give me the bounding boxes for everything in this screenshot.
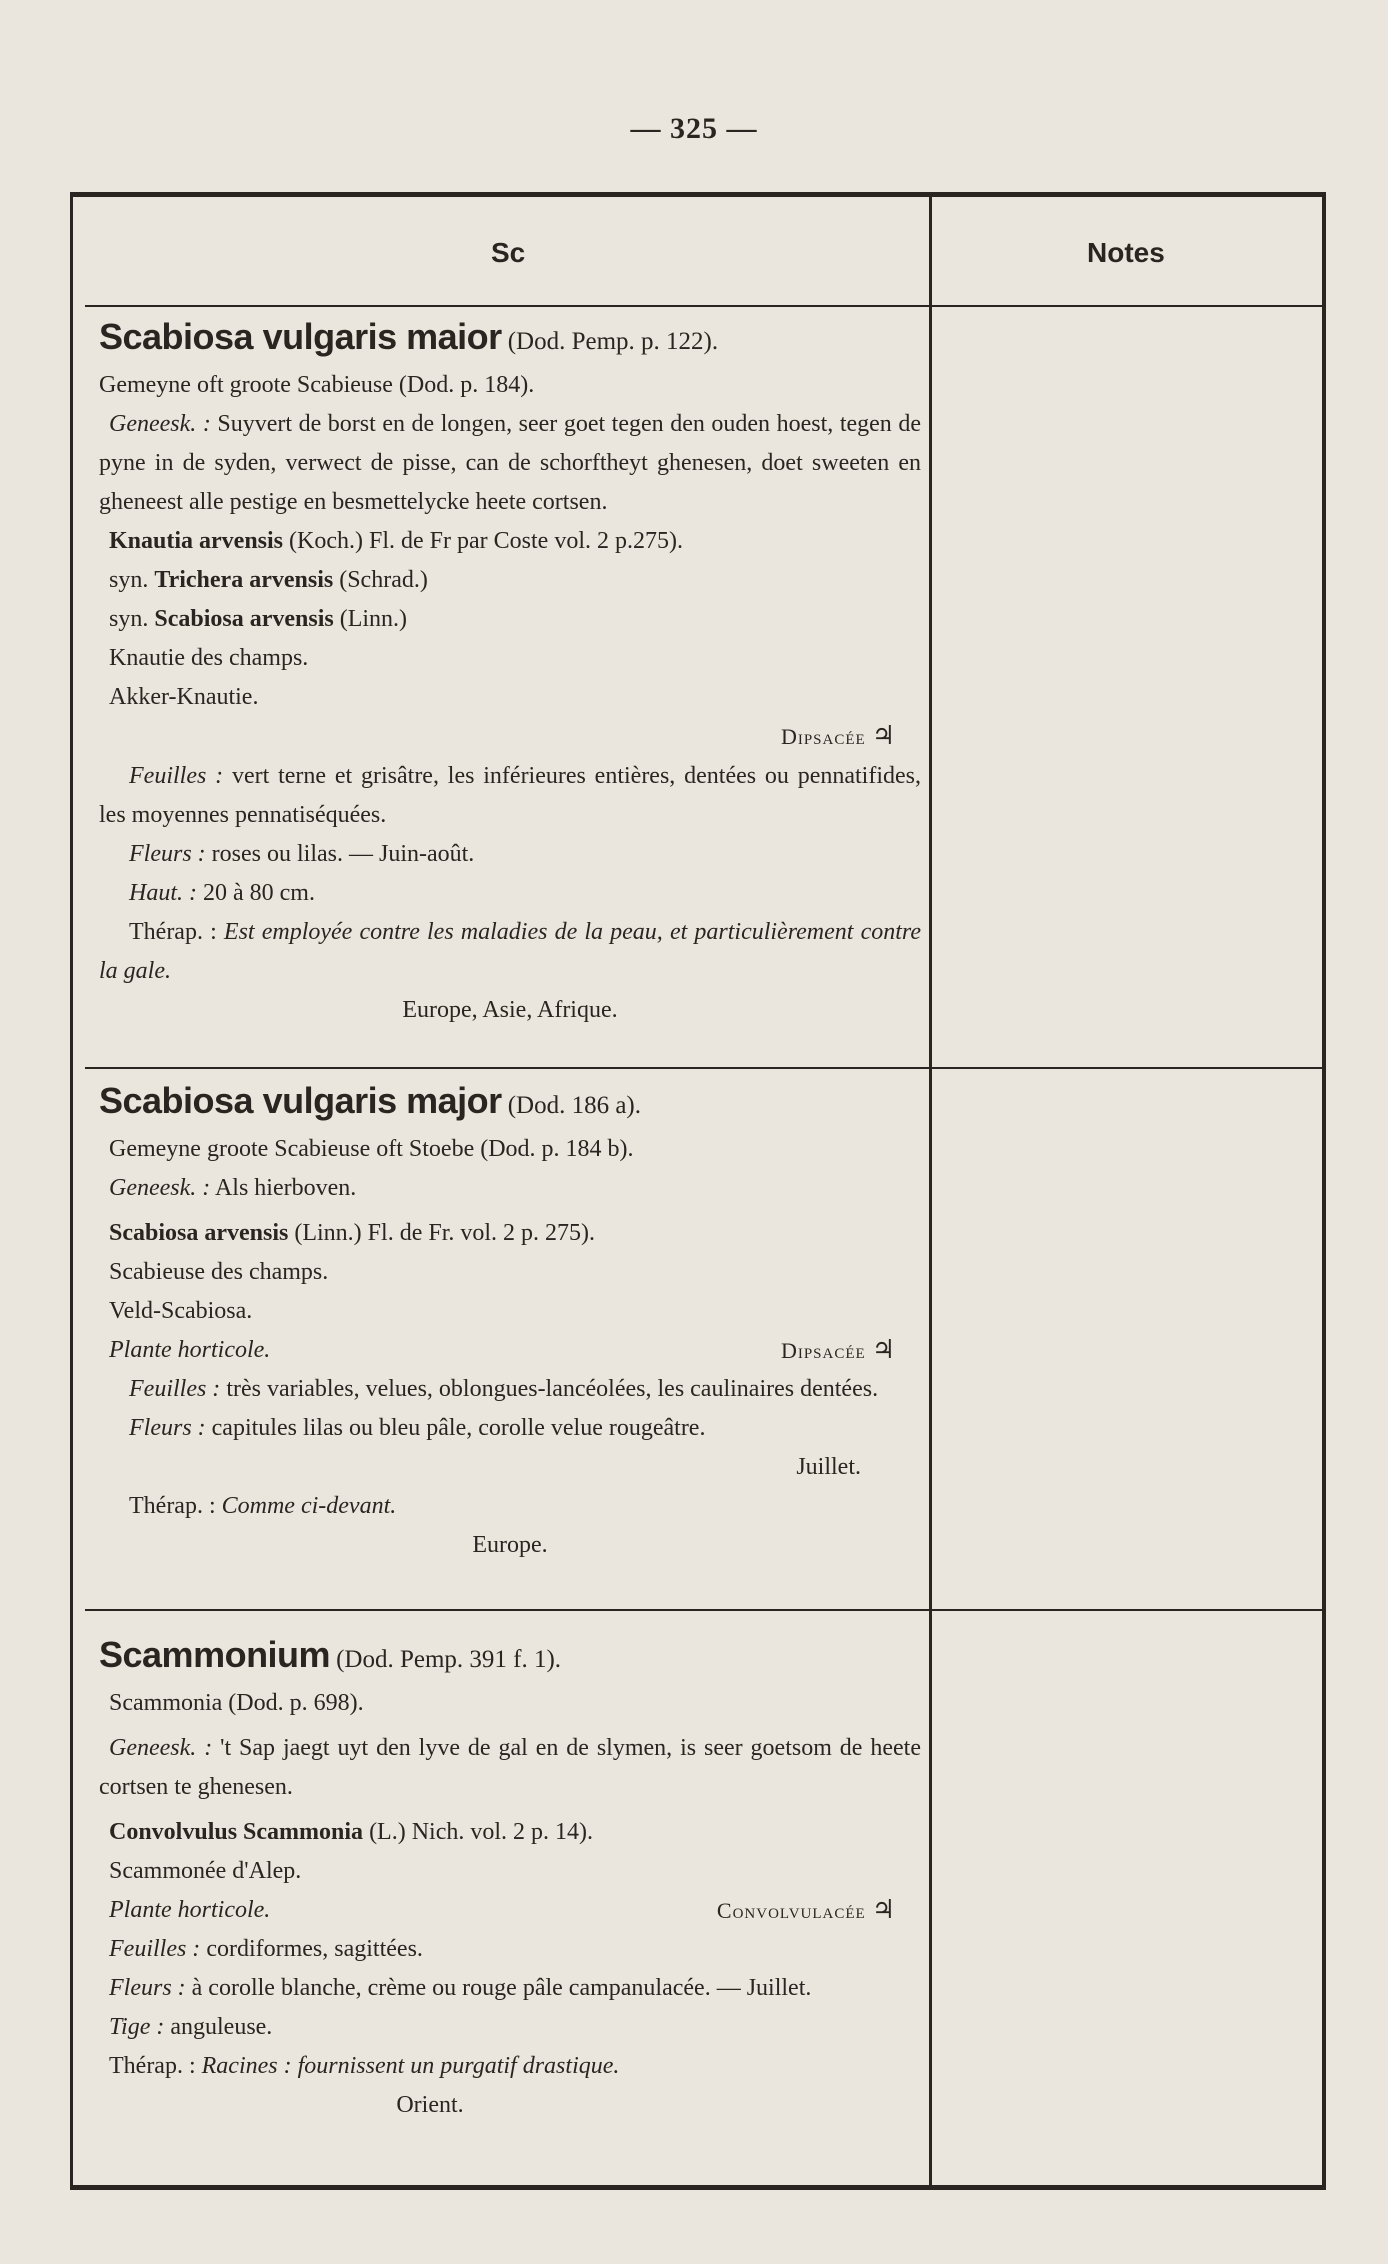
geneesk-label: Geneesk. : — [109, 411, 211, 437]
perennial-symbol: ♃ — [871, 1335, 895, 1365]
botanical-name: Convolvulus Scammonia — [109, 1819, 364, 1845]
dutch-name: Akker-Knautie. — [109, 684, 259, 710]
entry-title: Scammonium — [99, 1634, 331, 1675]
therap-label: Thérap. : — [129, 919, 217, 945]
entry-rule — [85, 1067, 1322, 1069]
feuilles-paragraph — [99, 1370, 921, 1409]
feuilles-label: Feuilles : — [109, 1936, 201, 1962]
entry-rule — [85, 1609, 1322, 1611]
fleurs-label: Fleurs : — [109, 1975, 186, 2001]
column-header-sc: Sc — [491, 237, 526, 268]
therap-paragraph — [99, 913, 921, 991]
syn-label: syn. — [109, 567, 149, 593]
fleurs-month: Juillet. — [796, 1454, 861, 1480]
french-name: Scammonée d'Alep. — [109, 1858, 302, 1884]
column-header-notes: Notes — [1087, 237, 1165, 268]
geneesk-paragraph — [99, 405, 921, 522]
dutch-name: Veld-Scabiosa. — [109, 1298, 253, 1324]
entry-title: Scabiosa vulgaris maior — [99, 316, 502, 357]
therap-text: Comme ci-devant. — [221, 1493, 397, 1519]
column-divider — [929, 197, 932, 2185]
haut-label: Haut. : — [129, 880, 197, 906]
tige-text: anguleuse. — [170, 2014, 273, 2040]
entry-scabiosa-major — [99, 1077, 921, 1565]
synonym-name: Scabiosa arvensis — [154, 606, 334, 632]
botanical-ref: (L.) Nich. vol. 2 p. 14). — [369, 1819, 594, 1845]
entry-title-ref: (Dod. Pemp. 391 f. 1). — [336, 1646, 562, 1673]
haut-text: 20 à 80 cm. — [203, 880, 315, 906]
geneesk-text: 't Sap jaegt uyt den lyve de gal en de slymen, is seer goetsom de heete cortsen te ghenesen. — [99, 1735, 921, 1800]
header-rule — [85, 305, 1322, 307]
entry-title-ref: (Dod. Pemp. p. 122). — [507, 328, 719, 355]
botanical-name: Knautia arvensis — [109, 528, 284, 554]
feuilles-text: cordiformes, sagittées. — [206, 1936, 423, 1962]
page-number: — 325 — — [630, 112, 758, 145]
fleurs-text: roses ou lilas. — Juin-août. — [211, 841, 475, 867]
geneesk-text: Als hierboven. — [214, 1175, 357, 1201]
fleurs-paragraph — [99, 1969, 921, 2008]
fleurs-label: Fleurs : — [129, 841, 206, 867]
synonym-ref: (Schrad.) — [339, 567, 428, 593]
fleurs-label: Fleurs : — [129, 1415, 206, 1441]
french-name: Scabieuse des champs. — [109, 1259, 329, 1285]
botanical-ref: (Linn.) Fl. de Fr. vol. 2 p. 275). — [294, 1220, 596, 1246]
perennial-symbol: ♃ — [871, 1895, 895, 1925]
plante-note: Plante horticole. — [109, 1337, 271, 1363]
botanical-ref: (Koch.) Fl. de Fr par Coste vol. 2 p.275). — [289, 528, 683, 554]
feuilles-text: très variables, velues, oblongues-lancéolées, les caulinaires dentées. — [226, 1376, 879, 1402]
geneesk-label: Geneesk. : — [109, 1175, 211, 1201]
herbal-table — [70, 192, 1326, 2190]
plant-family: Dipsacée — [780, 724, 866, 749]
feuilles-label: Feuilles : — [129, 763, 224, 789]
synonym-ref: (Linn.) — [339, 606, 408, 632]
region: Europe, Asie, Afrique. — [402, 997, 618, 1023]
syn-label: syn. — [109, 606, 149, 632]
entry-title-ref: (Dod. 186 a). — [507, 1092, 641, 1119]
perennial-symbol: ♃ — [871, 721, 895, 751]
plante-note: Plante horticole. — [109, 1897, 271, 1923]
geneesk-paragraph — [99, 1729, 921, 1807]
geneesk-label: Geneesk. : — [109, 1735, 213, 1761]
plant-family: Convolvulacée — [716, 1898, 866, 1923]
feuilles-text: vert terne et grisâtre, les inférieures entières, dentées ou pennatifides, les moyennes pennatiséquées. — [99, 763, 922, 828]
entry-line: Gemeyne groote Scabieuse oft Stoebe (Dod. p. 184 b). — [109, 1136, 634, 1162]
synonym-name: Trichera arvensis — [154, 567, 334, 593]
botanical-name: Scabiosa arvensis — [109, 1220, 289, 1246]
entry-line: Scammonia (Dod. p. 698). — [109, 1690, 364, 1716]
fleurs-text: à corolle blanche, crème ou rouge pâle campanulacée. — Juillet. — [191, 1975, 812, 2001]
therap-label: Thérap. : — [109, 2053, 196, 2079]
feuilles-label: Feuilles : — [129, 1376, 221, 1402]
region: Europe. — [472, 1532, 548, 1558]
geneesk-text: Suyvert de borst en de longen, seer goet tegen den ouden hoest, tegen de pyne in de syden, verwect de pisse, can de schorftheyt ghenesen, doet sweeten en gheneest alle pestige en besmettelycke heete cortsen. — [99, 411, 921, 515]
entry-scabiosa-maior — [99, 313, 921, 1030]
french-name: Knautie des champs. — [109, 645, 309, 671]
region: Orient. — [396, 2092, 464, 2118]
fleurs-text: capitules lilas ou bleu pâle, corolle velue rougeâtre. — [211, 1415, 706, 1441]
therap-label: Thérap. : — [129, 1493, 216, 1519]
therap-text: Racines : fournissent un purgatif drastique. — [201, 2053, 620, 2079]
feuilles-paragraph — [99, 757, 921, 835]
plant-family: Dipsacée — [780, 1338, 866, 1363]
entry-line: Gemeyne oft groote Scabieuse (Dod. p. 184). — [99, 372, 535, 398]
entry-scammonium — [99, 1631, 921, 2125]
entry-title: Scabiosa vulgaris major — [99, 1080, 502, 1121]
tige-label: Tige : — [109, 2014, 165, 2040]
therap-text: Est employée contre les maladies de la peau, et particulièrement contre la gale. — [99, 919, 922, 984]
